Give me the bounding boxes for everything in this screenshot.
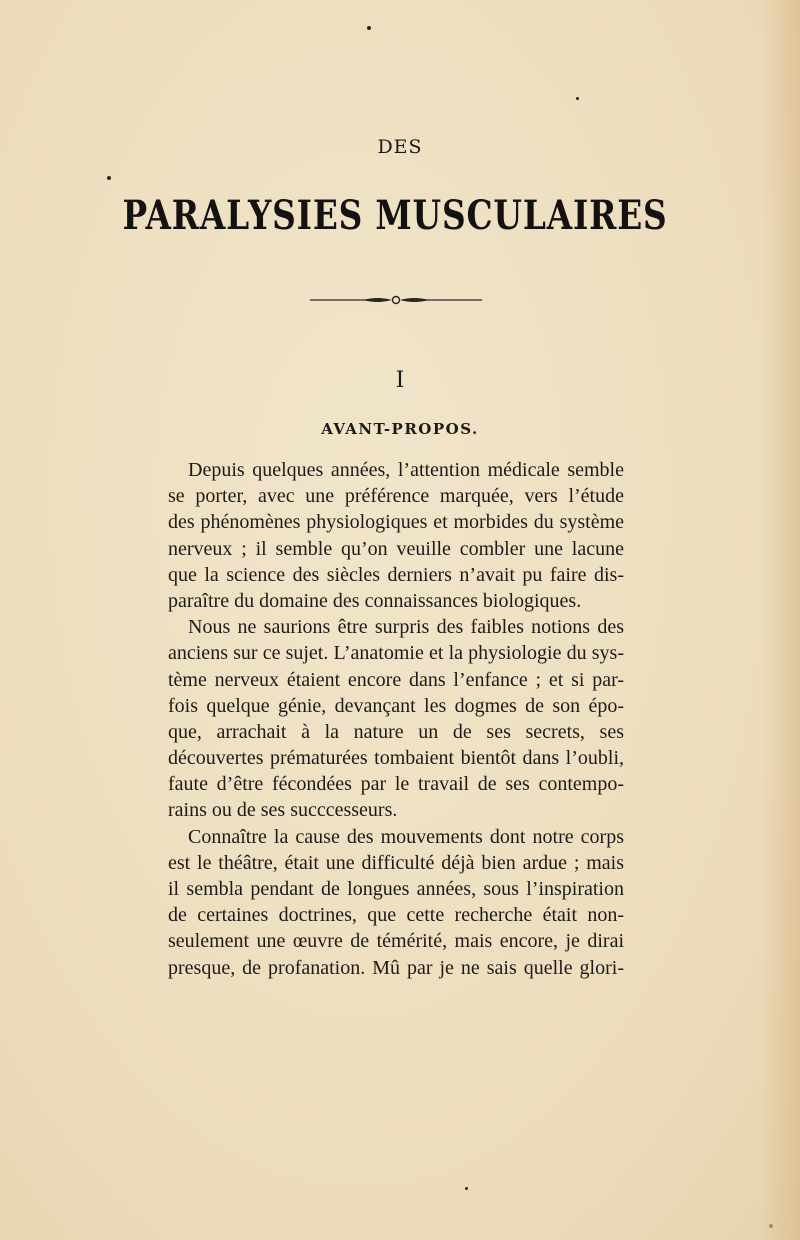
section-heading: AVANT-PROPOS. — [321, 420, 479, 438]
text-line: nerveux ; il semble qu’on veuille combler une lacune — [168, 537, 624, 560]
text-line: rains ou de ses succcesseurs. — [168, 799, 398, 822]
pretitle: DES — [377, 136, 423, 158]
text-line: que, arrachait à la nature un de ses secrets, ses — [168, 720, 624, 743]
paper-speck — [107, 176, 111, 180]
body-text — [168, 457, 624, 981]
text-line: fois quelque génie, devançant les dogmes de son épo- — [168, 694, 624, 717]
text-line: seulement une œuvre de témérité, mais encore, je dirai — [168, 930, 624, 953]
text-line: des phénomènes physiologiques et morbides du système — [168, 511, 624, 534]
page-title: PARALYSIES MUSCULAIRES — [122, 192, 668, 239]
paper-speck — [769, 1224, 773, 1228]
text-line: est le théâtre, était une difficulté déjà bien ardue ; mais — [168, 851, 624, 874]
text-line: presque, de profanation. Mû par je ne sais quelle glori- — [168, 956, 624, 979]
title-ornament-divider — [308, 293, 484, 307]
text-line: de certaines doctrines, que cette recherche était non- — [168, 904, 624, 927]
paper-speck — [367, 26, 371, 30]
paper-speck — [465, 1187, 468, 1190]
text-line: tème nerveux étaient encore dans l’enfance ; et si par- — [168, 668, 624, 691]
text-line: Nous ne saurions être surpris des faibles notions des — [188, 616, 624, 639]
text-line: paraître du domaine des connaissances biologiques. — [168, 589, 582, 612]
page-edge-shadow — [760, 0, 800, 1240]
text-line: anciens sur ce sujet. L’anatomie et la physiologie du sys- — [168, 642, 624, 665]
text-line: Depuis quelques années, l’attention médicale semble — [188, 459, 624, 481]
chapter-number: I — [395, 368, 405, 393]
text-line: se porter, avec une préférence marquée, vers l’étude — [168, 485, 624, 508]
text-line: découvertes prématurées tombaient bientôt dans l’oubli, — [168, 747, 624, 770]
paper-speck — [576, 97, 579, 100]
text-line: il sembla pendant de longues années, sous l’inspiration — [168, 878, 624, 900]
text-line: que la science des siècles derniers n’avait pu faire dis- — [168, 563, 624, 586]
text-line: Connaître la cause des mouvements dont notre corps — [188, 825, 624, 848]
text-line: faute d’être fécondées par le travail de ses contempo- — [168, 773, 624, 796]
